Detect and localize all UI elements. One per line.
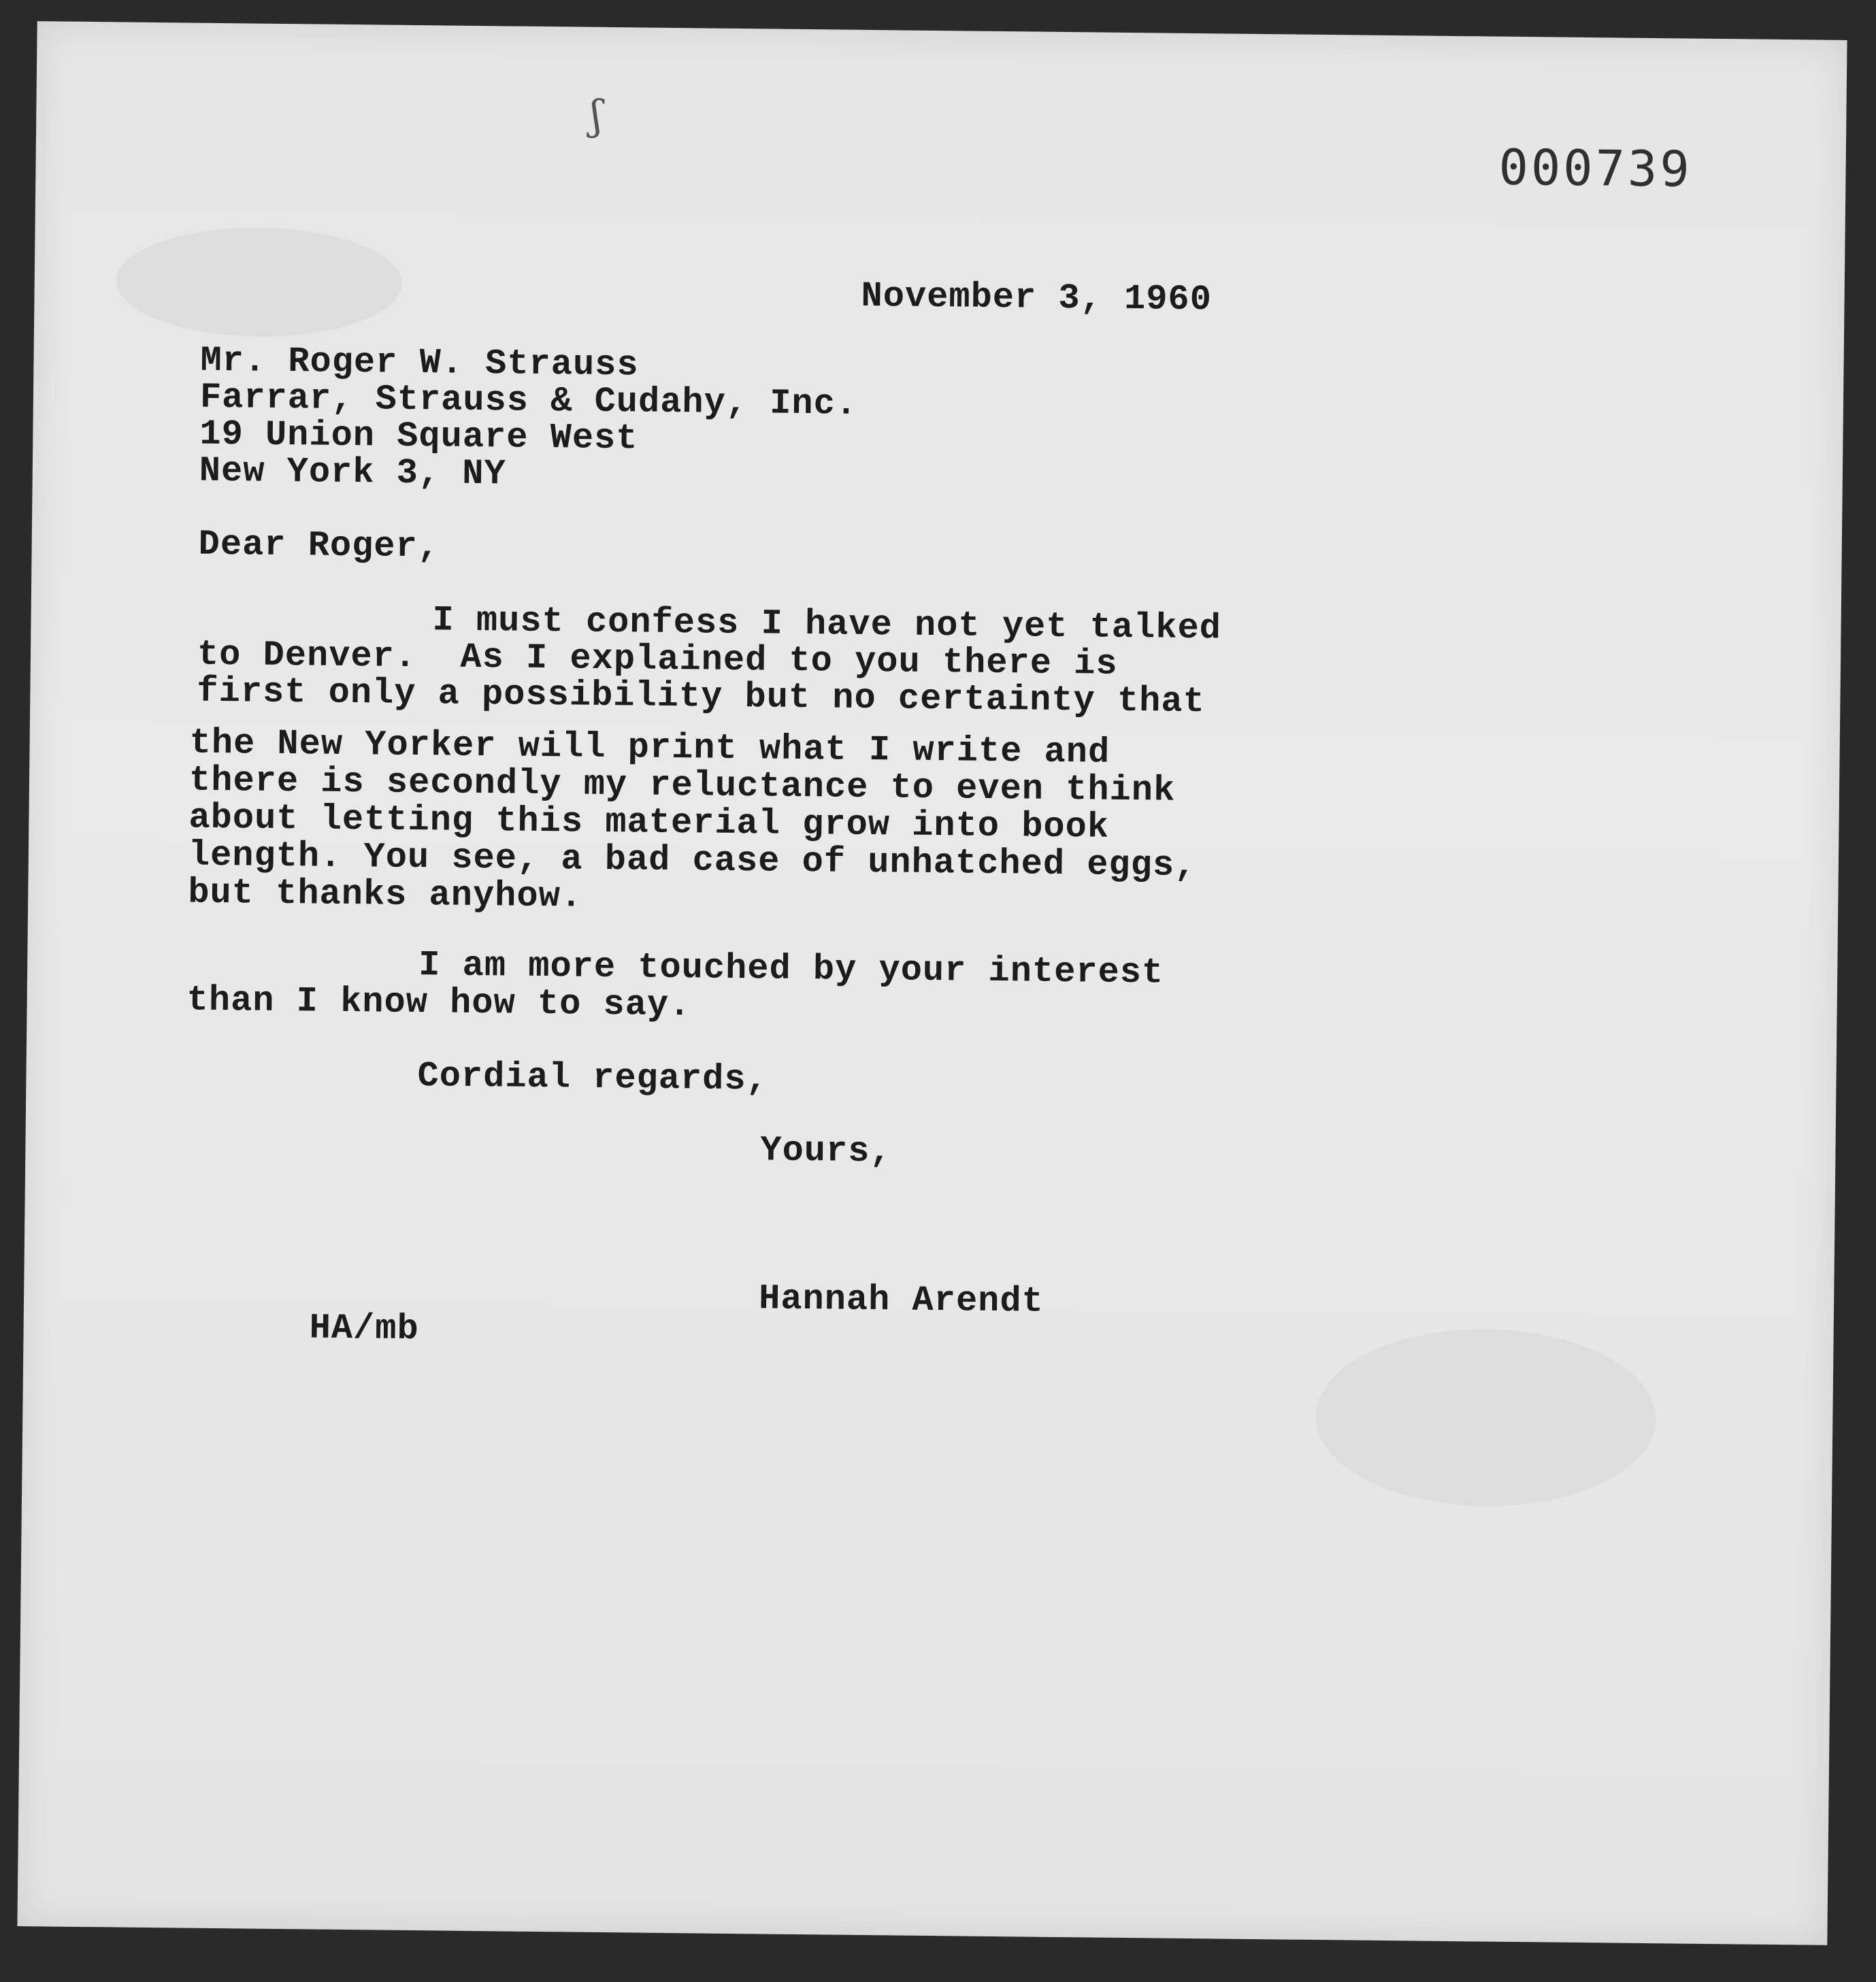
paragraph2-line: length. You see, a bad case of unhatched eggs,	[188, 835, 1197, 887]
closing-regards: Cordial regards,	[417, 1056, 769, 1100]
recipient-company: Farrar, Strauss & Cudahy, Inc.	[199, 377, 858, 425]
paragraph1-line: first only a possibility but no certainty that	[197, 671, 1206, 723]
salutation: Dear Roger,	[198, 524, 440, 567]
letter-date: November 3, 1960	[861, 276, 1213, 320]
paragraph3-line: I am more touched by your interest	[418, 945, 1164, 993]
paragraph2-line: the New Yorker will print what I write and	[189, 723, 1110, 773]
paragraph2-line: but thanks anyhow.	[188, 872, 583, 917]
stray-pencil-mark: ʃ	[590, 91, 602, 139]
paragraph3-line: than I know how to say.	[186, 980, 691, 1026]
recipient-name: Mr. Roger W. Strauss	[200, 340, 639, 386]
paragraph1-line: I must confess I have not yet talked	[432, 600, 1222, 649]
letter-page	[17, 21, 1847, 1945]
closing-yours: Yours,	[760, 1130, 892, 1172]
paper-stain	[116, 226, 403, 337]
recipient-street: 19 Union Square West	[199, 414, 638, 459]
paragraph2-line: about letting this material grow into book	[188, 797, 1110, 848]
paragraph1-line: to Denver. As I explained to you there is	[197, 634, 1118, 684]
recipient-city: New York 3, NY	[199, 450, 506, 495]
paragraph2-line: there is secondly my reluctance to even think	[188, 760, 1176, 811]
paper-stain	[1315, 1327, 1657, 1508]
signature-name: Hannah Arendt	[758, 1278, 1044, 1322]
archive-number-stamp: 000739	[1498, 138, 1693, 198]
typist-initials: HA/mb	[309, 1308, 419, 1350]
